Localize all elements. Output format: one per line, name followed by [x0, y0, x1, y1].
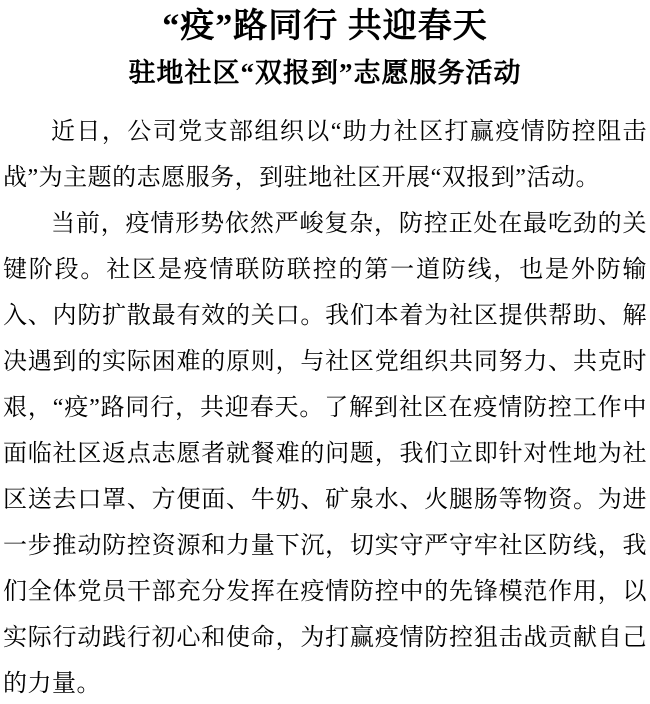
paragraph-1: 近日，公司党支部组织以“助力社区打赢疫情防控阻击战”为主题的志愿服务，到驻地社区开展“双报到”活动。 [3, 119, 647, 191]
document-subtitle: 驻地社区“双报到”志愿服务活动 [128, 58, 522, 88]
document-title: “疫”路同行 共迎春天 [162, 8, 488, 45]
document-body [0, 109, 650, 704]
paragraph-2: 当前，疫情形势依然严峻复杂，防控正处在最吃劲的关键阶段。社区是疫情联防联控的第一道防线，也是外防输入、内防扩散最有效的关口。我们本着为社区提供帮助、解决遇到的实际困难的原则，与社区党组织共同努力、共克时艰，“疫”路同行，共迎春天。了解到社区在疫情防控工作中面临社区返点志愿者就餐难的问题，我们立即针对性地为社区送去口罩、方便面、牛奶、矿泉水、火腿肠等物资。为进一步推动防控资源和力量下沉，切实守严守牢社区防线，我们全体党员干部充分发挥在疫情防控中的先锋模范作用，以实际行动践行初心和使命，为打赢疫情防控狙击战贡献自己的力量。 [3, 211, 647, 697]
